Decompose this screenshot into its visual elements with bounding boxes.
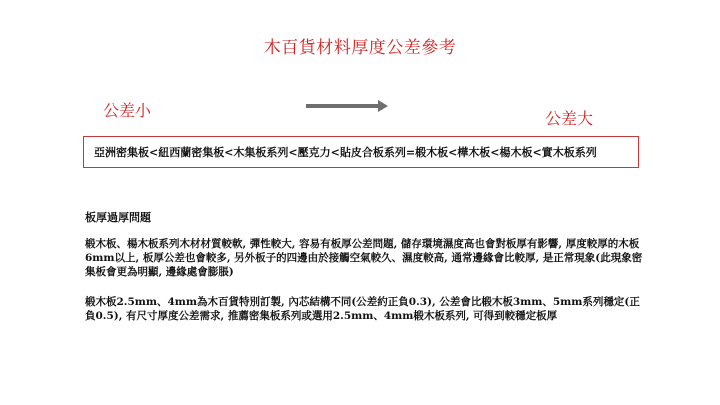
tolerance-order-box	[83, 136, 639, 168]
tolerance-order-text: 亞洲密集板<紐西蘭密集板<木集板系列<壓克力<貼皮合板系列=椴木板<樺木板<楊木板<實木板系列	[94, 146, 597, 159]
section-heading: 板厚過厚問題	[85, 211, 151, 224]
tolerance-small-label: 公差小	[103, 101, 152, 120]
slide-title: 木百貨材料厚度公差參考	[263, 38, 457, 58]
paragraph-2: 椴木板2.5mm、4mm為木百貨特別訂製, 內芯結構不同(公差約正負0.3), 公差會比椴木板3mm、5mm系列穩定(正負0.5), 有尺寸厚度公差需求, 推薦密集板系列或選用2.5mm、4mm椴木板系列, 可得到較穩定板厚	[85, 296, 640, 322]
right-arrow-icon	[306, 99, 388, 113]
tolerance-large-label: 公差大	[545, 109, 594, 128]
paragraph-1: 椴木板、楊木板系列木材材質較軟, 彈性較大, 容易有板厚公差問題, 儲存環境濕度高也會對板厚有影響, 厚度較厚的木板6mm以上, 板厚公差也會較多, 另外板子的四邊由於接觸空氣較久、濕度較高, 通常邊緣會比較厚, 是正常現象(此現象密集板會更為明顯, 邊緣處會膨脹)	[85, 238, 643, 278]
